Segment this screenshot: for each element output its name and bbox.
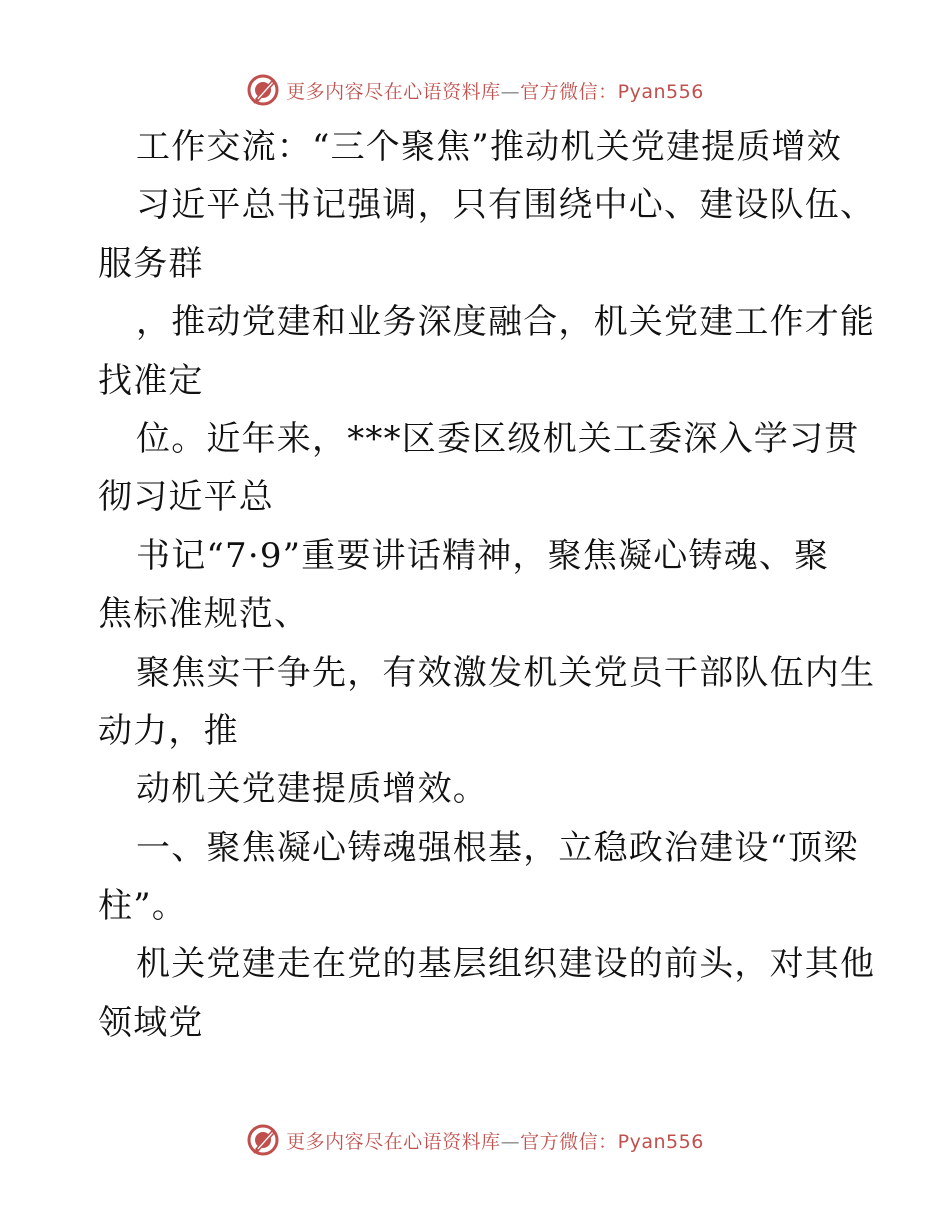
text-line: 习近平总书记强调，只有围绕中心、建设队伍、 (136, 185, 876, 226)
text-line: 焦标准规范、 (98, 594, 310, 635)
text-line: 找准定 (98, 360, 204, 401)
text-line: 动机关党建提质增效。 (136, 769, 488, 810)
watermark-text: 更多内容尽在心语资料库—官方微信：Pyan556 (286, 1130, 704, 1153)
text-line: 服务群 (98, 243, 204, 284)
text-line: 彻习近平总 (98, 477, 274, 518)
text-line: 工作交流：“三个聚焦”推动机关党建提质增效 (136, 127, 842, 167)
text-line: 聚焦实干争先，有效激发机关党员干部队伍内生 (136, 652, 876, 693)
pen-logo-icon (246, 1123, 280, 1157)
watermark-text: 更多内容尽在心语资料库—官方微信：Pyan556 (286, 80, 704, 103)
text-line: 机关党建走在党的基层组织建设的前头，对其他 (136, 944, 876, 985)
text-line: ，推动党建和业务深度融合，机关党建工作才能 (136, 302, 876, 343)
text-line: 柱”。 (98, 886, 187, 927)
text-line: 位。近年来，***区委区级机关工委深入学习贯 (136, 418, 860, 459)
text-line: 领域党 (98, 1002, 204, 1043)
footer-watermark (0, 1120, 950, 1160)
pen-logo-icon (246, 73, 280, 107)
text-line: 动力，推 (98, 710, 239, 751)
text-line: 一、聚焦凝心铸魂强根基，立稳政治建设“顶梁 (136, 827, 859, 868)
header-watermark (0, 70, 950, 110)
text-line: 书记“7·9”重要讲话精神，聚焦凝心铸魂、聚 (136, 535, 830, 576)
document-body (98, 118, 876, 1052)
